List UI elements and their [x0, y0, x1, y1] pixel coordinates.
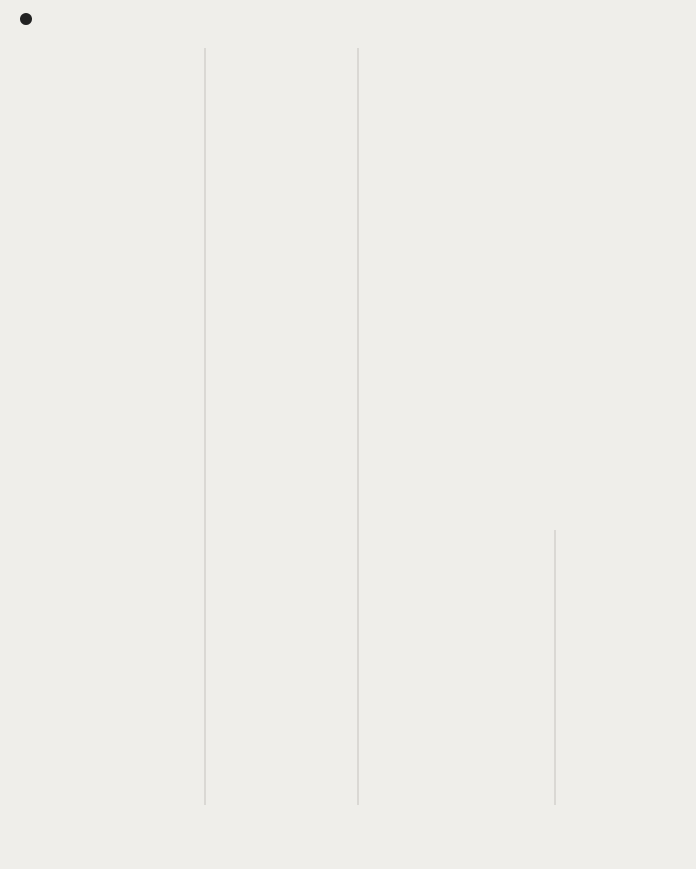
score-footer: [340, 840, 354, 854]
